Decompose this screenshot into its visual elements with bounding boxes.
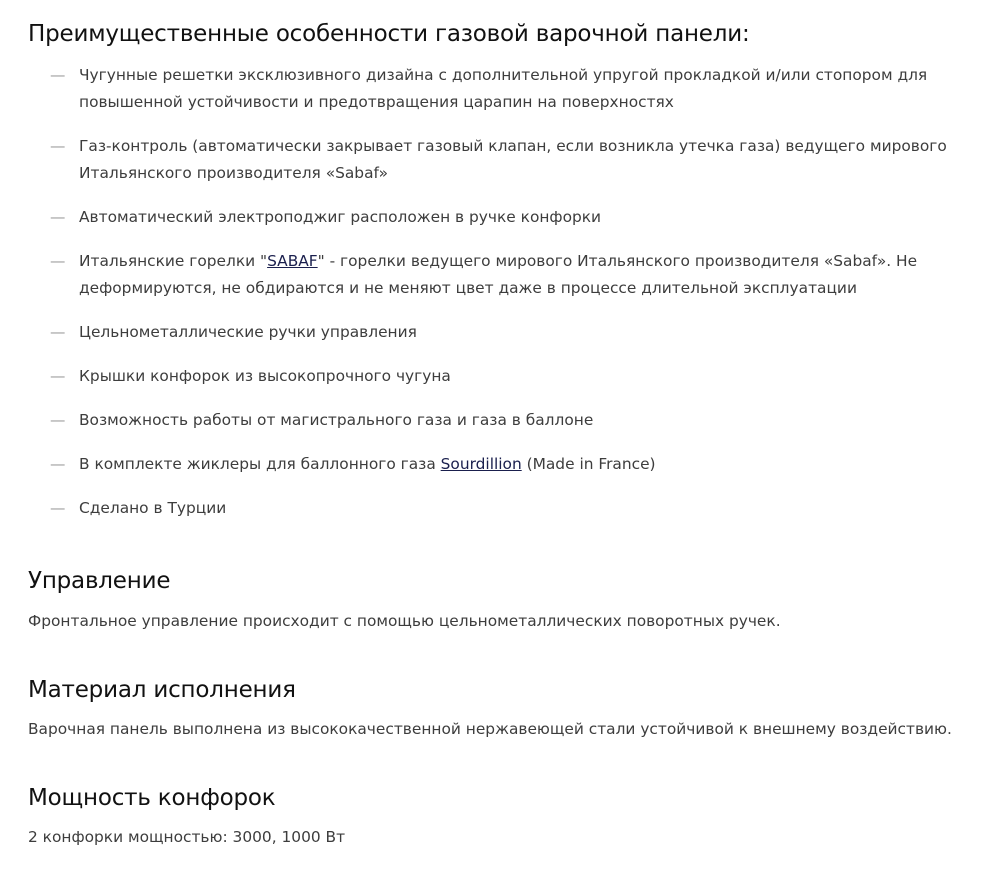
- feature-item-ignition: [28, 204, 968, 231]
- feature-item-burner-caps: [28, 363, 968, 390]
- list-dash: —: [50, 367, 66, 385]
- material-text: Варочная панель выполнена из высококачественной нержавеющей стали устойчивой к внешнему воздействию.: [28, 720, 952, 738]
- feature-item-jets: [28, 451, 968, 478]
- list-dash: —: [50, 455, 66, 473]
- feature-text-after: " - горелки ведущего мирового Итальянского производителя «Sabaf». Не деформируются, не обдираются и не меняют цвет даже в процессе длительной эксплуатации: [79, 252, 918, 297]
- material-heading: Материал исполнения: [28, 677, 296, 703]
- list-dash: —: [50, 411, 66, 429]
- feature-item-grates: [28, 62, 968, 116]
- features-heading: Преимущественные особенности газовой варочной панели:: [28, 21, 750, 47]
- list-dash: —: [50, 208, 66, 226]
- features-list: [28, 62, 968, 539]
- power-text: 2 конфорки мощностью: 3000, 1000 Вт: [28, 828, 346, 846]
- list-dash: —: [50, 499, 66, 517]
- feature-text-before: В комплекте жиклеры для баллонного газа: [79, 455, 441, 473]
- list-dash: —: [50, 252, 66, 270]
- feature-text-after: (Made in France): [521, 455, 656, 473]
- feature-item-burners: [28, 248, 968, 302]
- sabaf-link[interactable]: SABAF: [267, 252, 318, 270]
- control-text: Фронтальное управление происходит с помощью цельнометаллических поворотных ручек.: [28, 612, 781, 630]
- feature-text: Чугунные решетки эксклюзивного дизайна с дополнительной упругой прокладкой и/или стопором для повышенной устойчивости и предотвращения царапин на поверхностях: [79, 66, 928, 111]
- control-heading: Управление: [28, 568, 171, 594]
- feature-text: Цельнометаллические ручки управления: [79, 323, 417, 341]
- feature-text: Возможность работы от магистрального газа и газа в баллоне: [79, 411, 594, 429]
- feature-item-gas-supply: [28, 407, 968, 434]
- feature-item-origin: [28, 495, 968, 522]
- sourdillion-link[interactable]: Sourdillion: [440, 455, 522, 473]
- feature-item-gas-control: [28, 133, 968, 187]
- list-dash: —: [50, 66, 66, 84]
- feature-text-before: Итальянские горелки ": [79, 252, 268, 270]
- power-heading: Мощность конфорок: [28, 785, 276, 811]
- list-dash: —: [50, 323, 66, 341]
- feature-text: Газ-контроль (автоматически закрывает газовый клапан, если возникла утечка газа) ведущего мирового Итальянского производителя «Sabaf»: [79, 137, 947, 182]
- feature-text: Сделано в Турции: [79, 499, 227, 517]
- feature-text: Автоматический электроподжиг расположен в ручке конфорки: [79, 208, 602, 226]
- list-dash: —: [50, 137, 66, 155]
- feature-item-knobs: [28, 319, 968, 346]
- feature-text: Крышки конфорок из высокопрочного чугуна: [79, 367, 451, 385]
